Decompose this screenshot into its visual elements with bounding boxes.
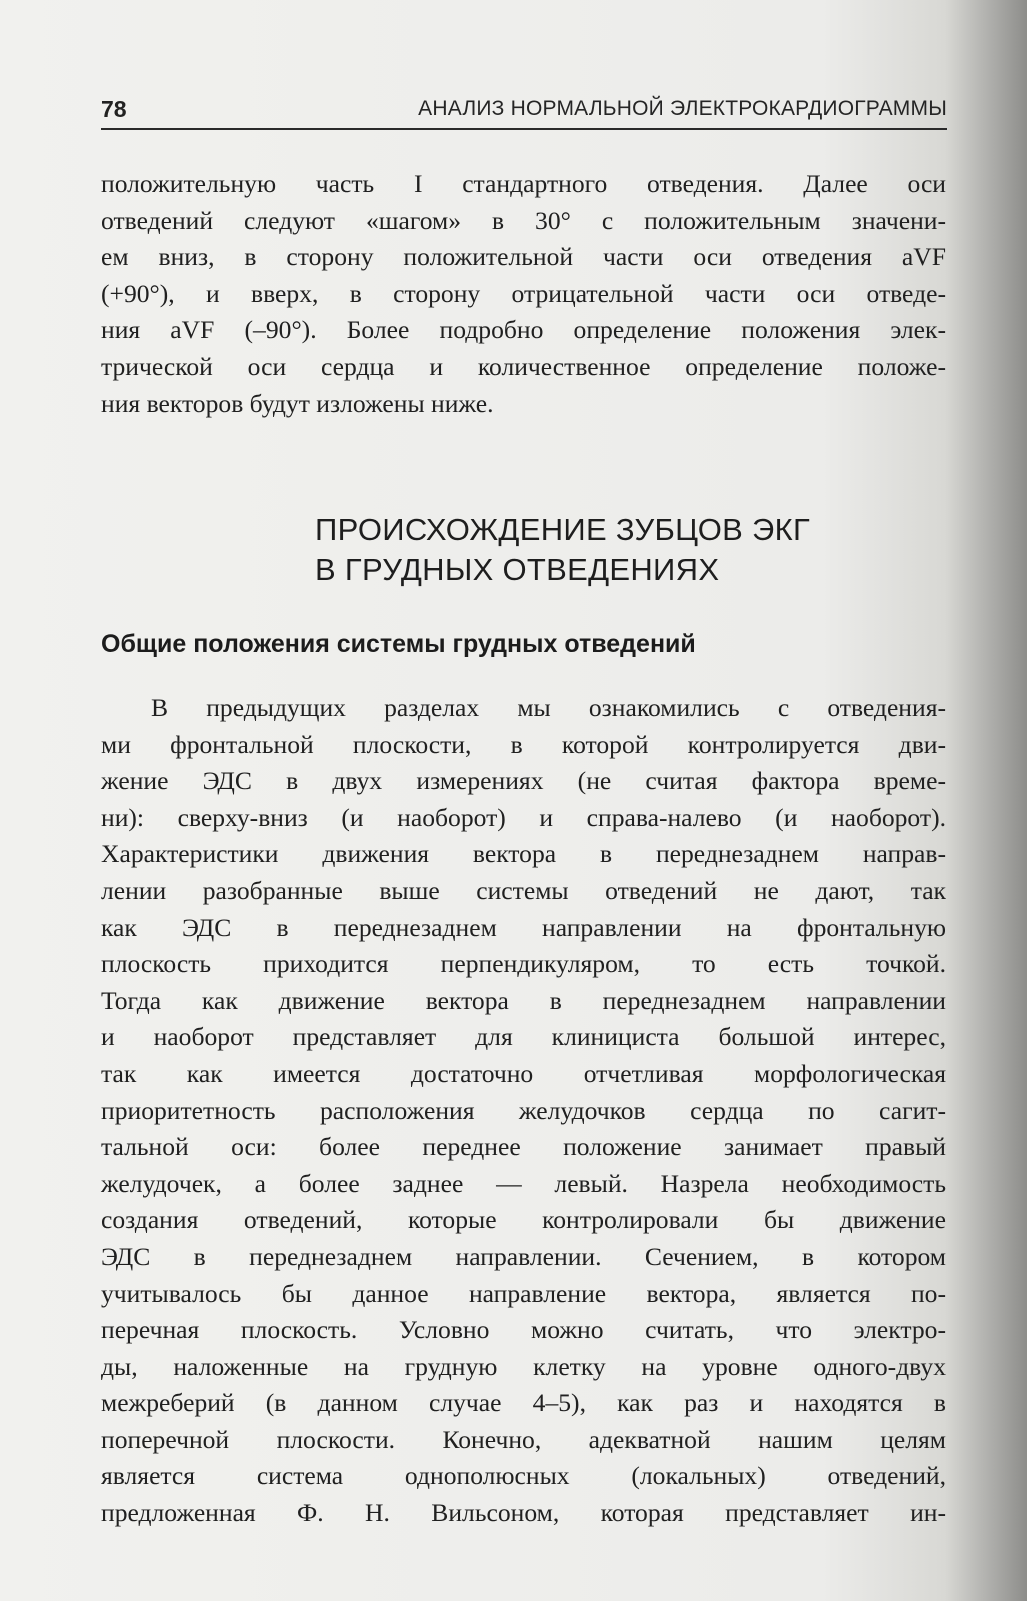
text-line: жение ЭДС в двух измерениях (не считая фактора време- — [101, 766, 946, 796]
text-line: ем вниз, в сторону положительной части оси отведения aVF — [101, 242, 946, 272]
text-line: ми фронтальной плоскости, в которой контролируется дви- — [101, 729, 946, 759]
page-number: 78 — [101, 96, 127, 122]
text-line: так как имеется достаточно отчетливая морфологическая — [101, 1058, 946, 1088]
text-line: ния aVF (–90°). Более подробно определение положения элек- — [101, 315, 946, 345]
text-line: лении разобранные выше системы отведений не дают, так — [101, 875, 946, 905]
text-line: межреберий (в данном случае 4–5), как раз и находятся в — [101, 1388, 946, 1418]
page-header — [101, 94, 947, 130]
section-title-line-1: ПРОИСХОЖДЕНИЕ ЗУБЦОВ ЭКГ — [315, 512, 811, 547]
text-line: учитывалось бы данное направление вектора, является по- — [101, 1278, 946, 1308]
text-line: Характеристики движения вектора в переднезаднем направ- — [101, 839, 946, 869]
running-title: АНАЛИЗ НОРМАЛЬНОЙ ЭЛЕКТРОКАРДИОГРАММЫ — [418, 97, 947, 120]
section-title-line-2: В ГРУДНЫХ ОТВЕДЕНИЯХ — [315, 552, 720, 587]
text-line: положительную часть I стандартного отведения. Далее оси — [101, 169, 946, 198]
text-line: желудочек, а более заднее — левый. Назрела необходимость — [101, 1168, 946, 1198]
text-line: отведений следуют «шагом» в 30° с положительным значени- — [101, 205, 946, 235]
text-line: ды, наложенные на грудную клетку на уровне одного-двух — [101, 1351, 946, 1381]
text-line: Тогда как движение вектора в переднезаднем направлении — [101, 985, 946, 1015]
text-line: как ЭДС в переднезаднем направлении на фронтальную — [101, 912, 946, 942]
intro-paragraph — [101, 166, 946, 422]
text-line: является система однополюсных (локальных) отведений, — [101, 1461, 946, 1491]
text-line: и наоборот представляет для клинициста большой интерес, — [101, 1022, 946, 1052]
text-line: плоскость приходится перпендикуляром, то есть точкой. — [101, 949, 946, 979]
text-line: (+90°), и вверх, в сторону отрицательной части оси отведе- — [101, 278, 946, 308]
text-line: тальной оси: более переднее положение занимает правый — [101, 1132, 946, 1162]
text-line: ния векторов будут изложены ниже. — [101, 388, 494, 418]
text-line: трической оси сердца и количественное определение положе- — [101, 351, 946, 381]
text-line: ни): сверху-вниз (и наоборот) и справа-налево (и наоборот). — [101, 802, 946, 832]
subsection-title: Общие положения системы грудных отведений — [101, 630, 696, 658]
main-paragraph — [101, 690, 946, 1532]
text-line: ЭДС в переднезаднем направлении. Сечением, в котором — [101, 1241, 946, 1271]
text-line: поперечной плоскости. Конечно, адекватной нашим целям — [101, 1424, 946, 1454]
text-line: создания отведений, которые контролировали бы движение — [101, 1205, 946, 1235]
text-line: перечная плоскость. Условно можно считать, что электро- — [101, 1315, 946, 1345]
text-line: приоритетность расположения желудочков сердца по сагит- — [101, 1095, 946, 1125]
text-line: предложенная Ф. Н. Вильсоном, которая представляет ин- — [101, 1498, 946, 1528]
text-line: В предыдущих разделах мы ознакомились с отведения- — [151, 693, 946, 722]
section-title — [315, 510, 935, 590]
